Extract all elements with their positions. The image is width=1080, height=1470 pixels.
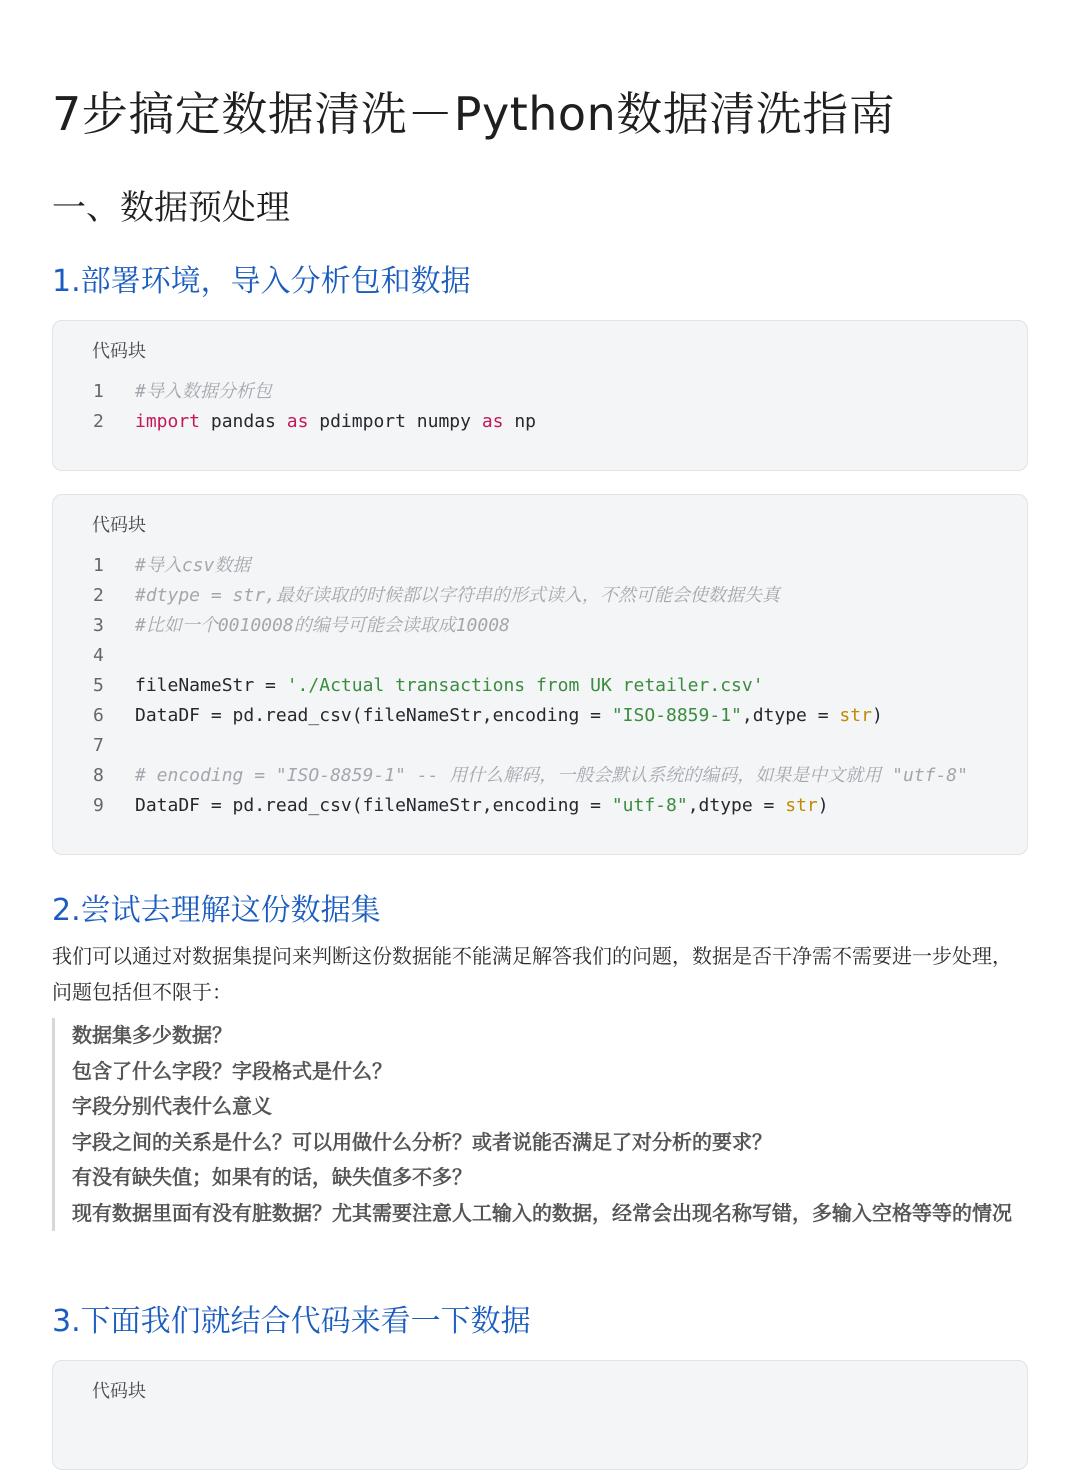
code-string: './Actual transactions from UK retailer.csv': [286, 675, 764, 696]
line-number: 6: [93, 705, 104, 726]
code-token: pdimport numpy: [308, 411, 482, 432]
code-line: [53, 551, 1027, 581]
question-item: 数据集多少数据？: [72, 1023, 232, 1047]
code-text: [135, 611, 510, 641]
code-comment: #导入csv数据: [135, 555, 251, 576]
code-builtin: str: [785, 795, 818, 816]
code-token: ): [871, 705, 883, 726]
question-item: 字段分别代表什么意义: [72, 1094, 272, 1118]
code-keyword: import: [135, 411, 201, 432]
line-number: 8: [93, 765, 104, 786]
line-number: 5: [93, 675, 104, 696]
question-item: 包含了什么字段？字段格式是什么？: [72, 1058, 392, 1083]
code-line: [53, 407, 1027, 437]
line-number: 1: [93, 381, 104, 402]
line-number: 7: [93, 735, 104, 756]
code-block-label: 代码块: [92, 341, 146, 362]
code-token: ,dtype =: [687, 795, 786, 816]
line-number: 2: [93, 585, 104, 606]
code-line: [53, 641, 1027, 671]
code-comment: #导入数据分析包: [135, 381, 272, 402]
section-heading-preprocessing: 一、数据预处理: [52, 188, 290, 228]
code-text: [135, 377, 272, 407]
line-number: 2: [93, 411, 104, 432]
questions-blockquote: [52, 1018, 1030, 1231]
code-token: DataDF = pd.read_csv(fileNameStr,encoding =: [135, 705, 612, 726]
code-string: "ISO-8859-1": [611, 705, 742, 726]
step1-heading: 1.部署环境，导入分析包和数据: [52, 264, 471, 299]
code-text: [135, 581, 780, 611]
code-token: ,dtype =: [741, 705, 840, 726]
page-title: 7步搞定数据清洗－Python数据清洗指南: [52, 87, 896, 141]
code-comment: #dtype = str,最好读取的时候都以字符串的形式读入，不然可能会使数据失真: [135, 585, 780, 606]
code-keyword: as: [286, 411, 309, 432]
code-comment: # encoding = "ISO-8859-1" -- 用什么解码，一般会默认系统的编码，如果是中文就用 "utf-8": [135, 765, 968, 786]
code-token: pandas: [200, 411, 287, 432]
code-line: [53, 731, 1027, 761]
code-text: [135, 791, 829, 821]
line-number: 4: [93, 645, 104, 666]
code-text: [135, 671, 764, 701]
line-number: 3: [93, 615, 104, 636]
code-block-view-data[interactable]: [52, 1360, 1028, 1470]
line-number: 9: [93, 795, 104, 816]
code-block-read-csv[interactable]: [52, 494, 1028, 855]
code-lines: [53, 551, 1027, 821]
code-comment: #比如一个0010008的编号可能会读取成10008: [135, 615, 510, 636]
step2-heading: 2.尝试去理解这份数据集: [52, 893, 381, 928]
code-block-label: 代码块: [92, 1381, 146, 1402]
code-builtin: str: [839, 705, 872, 726]
line-number: 1: [93, 555, 104, 576]
code-token: np: [503, 411, 537, 432]
intro-paragraph: 我们可以通过对数据集提问来判断这份数据能不能满足解答我们的问题，数据是否干净需不需要进一步处理，问题包括但不限于：: [52, 944, 1012, 1004]
code-text: [135, 551, 250, 581]
code-line: [53, 671, 1027, 701]
code-token: fileNameStr =: [135, 675, 287, 696]
code-text: [135, 701, 883, 731]
code-line: [53, 701, 1027, 731]
code-text: [135, 761, 968, 791]
code-token: ): [817, 795, 829, 816]
code-lines: [53, 377, 1027, 437]
question-item: 有没有缺失值；如果有的话，缺失值多不多？: [72, 1165, 472, 1189]
code-line: [53, 377, 1027, 407]
step3-heading: 3.下面我们就结合代码来看一下数据: [52, 1304, 531, 1339]
code-keyword: as: [481, 411, 504, 432]
code-line: [53, 581, 1027, 611]
code-token: DataDF = pd.read_csv(fileNameStr,encoding =: [135, 795, 612, 816]
code-string: "utf-8": [611, 795, 688, 816]
code-block-import[interactable]: [52, 320, 1028, 471]
code-text: [135, 407, 536, 437]
question-item: 字段之间的关系是什么？可以用做什么分析？或者说能否满足了对分析的要求？: [72, 1129, 772, 1154]
code-line: [53, 791, 1027, 821]
code-line: [53, 611, 1027, 641]
question-item: 现有数据里面有没有脏数据？尤其需要注意人工输入的数据，经常会出现名称写错，多输入空格等等的情况: [72, 1200, 1012, 1225]
code-block-label: 代码块: [92, 515, 146, 536]
code-line: [53, 761, 1027, 791]
